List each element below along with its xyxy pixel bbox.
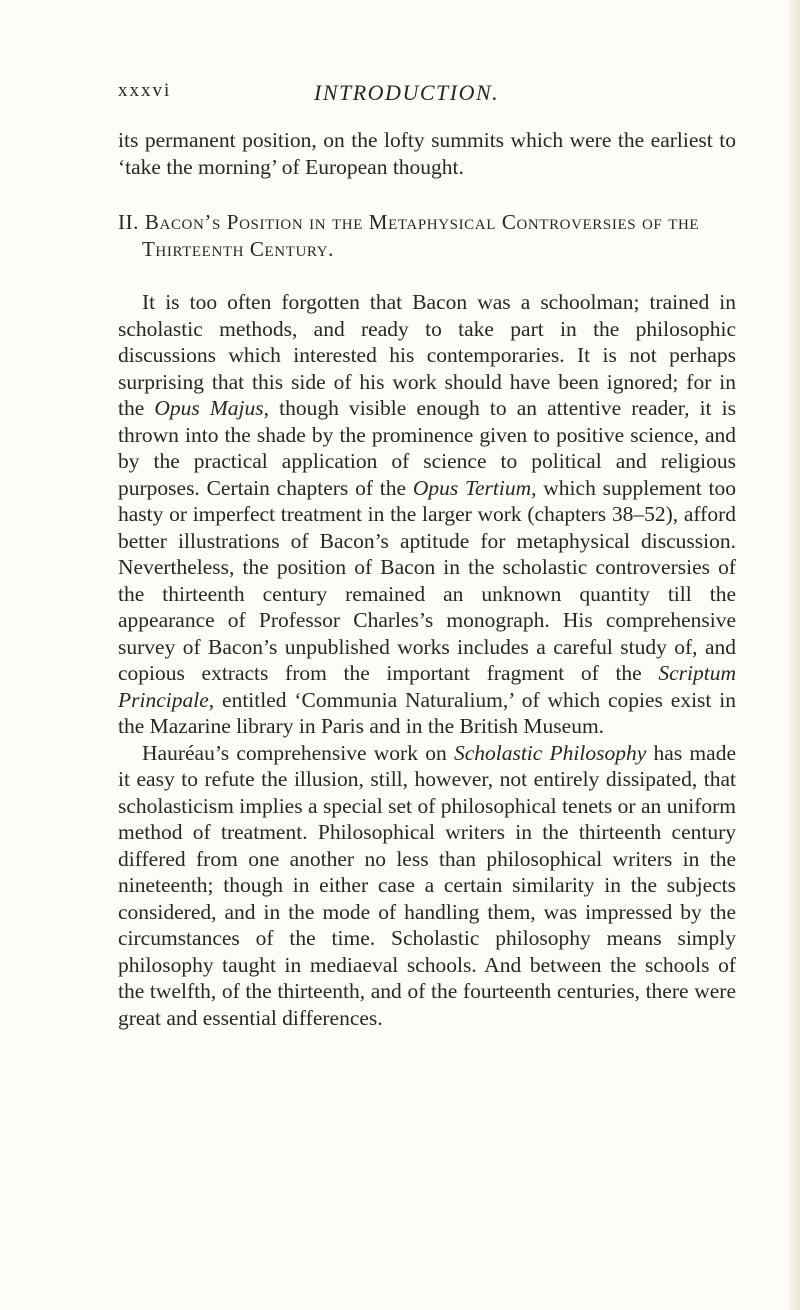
running-title: INTRODUCTION. xyxy=(314,80,500,105)
section-title: Bacon’s Position in the Metaphysical Controversies of the Thirteenth Century. xyxy=(142,210,700,261)
paragraph-bacon-schoolman xyxy=(118,289,736,740)
page-edge-shadow xyxy=(786,0,800,1310)
paragraph-text: , which supplement too hasty or imperfect treatment in the larger work (chapters 38–52), afford better illustrations of Bacon’s aptitude for metaphysical discussion. Nevertheless, the position of Bacon in the scholastic controversies of the thirteenth century remained an unknown quantity till the appearance of Professor Charles’s monograph. His comprehensive survey of Bacon’s unpublished works includes a careful study of, and copious extracts from the important fragment of the xyxy=(118,475,736,685)
book-title: Scholastic Philosophy xyxy=(453,740,647,765)
section-number: II. xyxy=(118,210,140,234)
paragraph-text: It is too often forgotten that Bacon was a schoolman; trained in scholastic methods, and ready to take part in the philosophic discussions which interested his contemporaries. It is not perhaps surprising that this side of his work should have been ignored; for in the xyxy=(118,290,736,420)
section-heading xyxy=(118,209,736,262)
paragraph-text: , entitled ‘Communia Naturalium,’ of which copies exist in the Mazarine library in Paris and in the British Museum. xyxy=(118,687,736,738)
opening-paragraph: its permanent position, on the lofty summits which were the earliest to ‘take the morning’ of European thought. xyxy=(118,128,736,179)
page-number: xxxvi xyxy=(118,80,172,101)
body-text xyxy=(118,127,736,1031)
page-header xyxy=(118,80,718,110)
book-title: Opus Tertium xyxy=(412,475,532,500)
book-title: Scriptum Principale xyxy=(118,661,736,712)
paragraph-text: Hauréau’s comprehensive work on xyxy=(142,740,454,765)
book-title: Opus Majus xyxy=(154,396,264,420)
paragraph-text: , though visible enough to an attentive reader, it is thrown into the shade by the prominence given to positive science, and by the practical application of science to political and religious purposes. Certain chapters of the xyxy=(118,396,736,500)
paragraph-haureau xyxy=(118,740,736,1032)
paragraph-text: has made it easy to refute the illusion, still, however, not entirely dissipated, that scholasticism implies a special set of philosophical tenets or an uniform method of treatment. Philosophical writers in the thirteenth century differed from one another no less than philosophical writers in the nineteenth; though in either case a certain similarity in the subjects considered, and in the mode of handling them, was impressed by the circumstances of the time. Scholastic philosophy means simply philosophy taught in mediaeval schools. And between the schools of the twelfth, of the thirteenth, and of the fourteenth centuries, there were great and essential differences. xyxy=(118,740,736,1030)
